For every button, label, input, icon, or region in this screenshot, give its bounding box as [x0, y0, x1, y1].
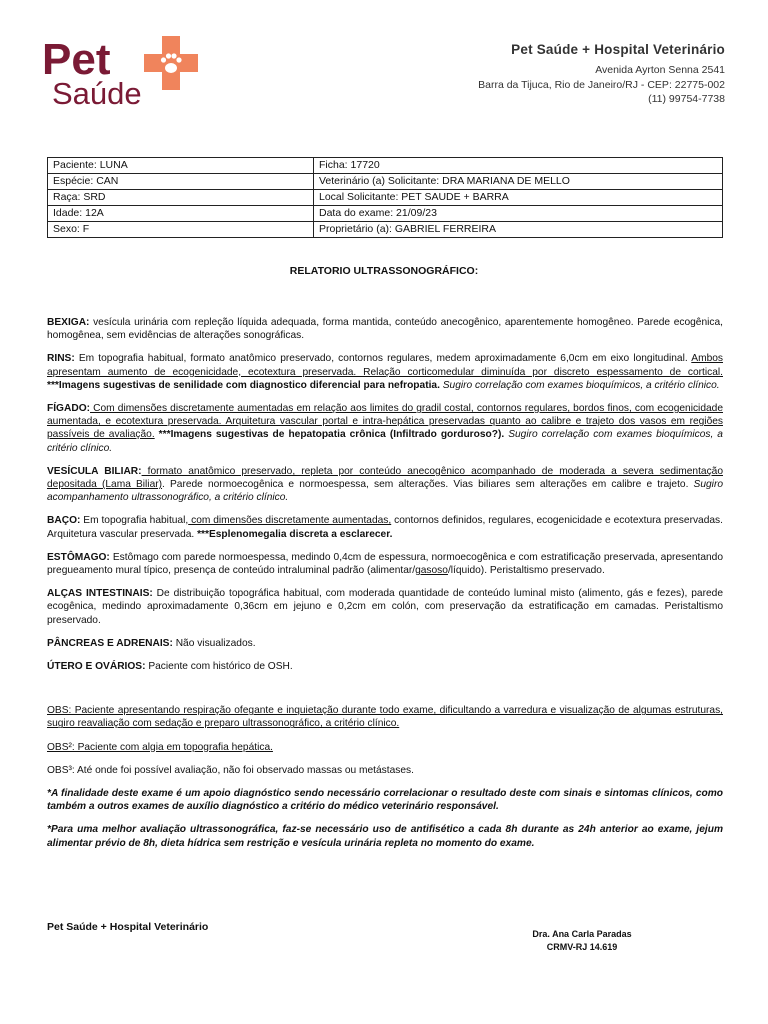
section-conclusion: ***Esplenomegalia discreta a esclarecer. — [197, 528, 393, 540]
patient-info-table — [47, 157, 723, 238]
clinic-city: Barra da Tijuca, Rio de Janeiro/RJ - CEP: 22775-002 — [478, 78, 725, 91]
obs-3-text: OBS³: Até onde foi possível avaliação, não foi observado massas ou metástases. — [47, 764, 414, 776]
section-label: VESÍCULA BILIAR: — [47, 465, 142, 477]
record-number: Ficha: 17720 — [314, 158, 723, 174]
section-label: ESTÔMAGO: — [47, 551, 110, 563]
section-label: ÚTERO E OVÁRIOS: — [47, 661, 146, 673]
section-baco — [47, 514, 723, 540]
sex: Sexo: F — [48, 222, 314, 238]
section-label: BAÇO: — [47, 515, 81, 527]
requesting-location: Local Solicitante: PET SAUDE + BARRA — [314, 190, 723, 206]
section-text: . Parede normoecogênica e normoespessa, sem alterações. Vias biliares sem alterações em calibre e trajeto. — [162, 479, 689, 491]
clinic-header — [478, 42, 725, 107]
obs-2-text: OBS²: Paciente com algia em topografia hepática. — [47, 741, 273, 753]
section-figado — [47, 402, 723, 455]
requesting-vet: Veterinário (a) Solicitante: DRA MARIANA DE MELLO — [314, 174, 723, 190]
section-text: Não visualizados. — [172, 637, 256, 649]
section-label: BEXIGA: — [47, 317, 90, 328]
clinic-name: Pet Saúde + Hospital Veterinário — [511, 42, 725, 57]
obs-1-text: OBS: Paciente apresentando respiração ofegante e inquietação durante todo exame, dificultando a varredura e visualização de algumas estruturas, sugiro reavaliação com sedação e preparo ultrassonográfico, a critério clínico. — [47, 705, 723, 730]
species: Espécie: CAN — [48, 174, 314, 190]
patient-name: Paciente: LUNA — [48, 158, 314, 174]
table-row — [48, 206, 723, 222]
section-utero — [47, 660, 723, 673]
section-label: ALÇAS INTESTINAIS: — [47, 588, 153, 600]
table-row — [48, 190, 723, 206]
section-pancreas — [47, 637, 723, 650]
section-conclusion: ***Imagens sugestivas de senilidade com diagnostico diferencial para nefropatia. — [47, 379, 440, 391]
obs-1 — [47, 704, 723, 730]
report-body — [47, 316, 723, 860]
section-text-underlined: formato anatômico preservado, repleta por conteúdo anecogênico acompanhado de moderada a severa sedimentação depositada (Lama Biliar) — [47, 465, 723, 491]
obs-2 — [47, 741, 723, 754]
note-2 — [47, 823, 723, 849]
section-text-underlined: com dimensões discretamente aumentadas, — [188, 515, 392, 527]
section-estomago — [47, 551, 723, 577]
table-row — [48, 174, 723, 190]
note-2-text: *Para uma melhor avaliação ultrassonográfica, faz-se necessário uso de antifisético a cada 8h durante as 24h anterior ao exame, jejum alimentar prévio de 8h, dieta hídrica sem restrição e vesícula urinária repleta no momento do exame. — [47, 824, 723, 849]
section-text: /líquido). Peristaltismo preservado. — [447, 565, 605, 577]
section-text: Estômago com parede normoespessa, medindo 0,4cm de espessura, normoecogênica e com estratificação preservada, apresentando pregueamento mural típico, presença de conteúdo intraluminal padrão (alimentar/ — [47, 551, 723, 577]
pet-saude-logo — [40, 34, 212, 110]
section-vesicula — [47, 465, 723, 505]
signature-block — [520, 928, 644, 954]
section-suggestion: Sugiro correlação com exames bioquímicos, a critério clínico. — [47, 429, 723, 454]
clinic-address: Avenida Ayrton Senna 2541 — [595, 64, 725, 76]
section-text: Em topografia habitual, — [80, 515, 189, 527]
section-label: FÍGADO: — [47, 403, 91, 415]
section-text-underlined: Ambos apresentam aumento de ecogenicidade, ecotextura preservada. Relação corticomedular diminuída por discreto espessamento de cortical. — [47, 353, 723, 378]
section-bexiga — [47, 316, 723, 342]
section-suggestion: Sugiro acompanhamento ultrassonográfico, a critério clínico. — [47, 479, 724, 504]
breed: Raça: SRD — [48, 190, 314, 206]
section-suggestion: Sugiro correlação com exames bioquímicos, a critério clínico. — [439, 379, 720, 391]
doctor-crmv: CRMV-RJ 14.619 — [546, 942, 618, 952]
logo-pet-text: Pet — [42, 35, 111, 84]
section-text: vesícula urinária com repleção líquida adequada, forma mantida, conteúdo anecogênico, aparentemente homogêneo. Parede ecogênica, homogênea, sem evidências de alterações sonográficas. — [47, 317, 723, 342]
section-text: Paciente com histórico de OSH. — [145, 661, 293, 673]
logo-saude-text: Saúde — [52, 76, 142, 110]
section-text: Em topografia habitual, formato anatômico preservado, contornos regulares, medem aproximadamente 6,0cm em eixo longitudinal. — [74, 353, 692, 365]
footer-clinic-name: Pet Saúde + Hospital Veterinário — [47, 921, 209, 933]
section-text: De distribuição topográfica habitual, com moderada quantidade de conteúdo luminal misto (alimento, gás e fezes), parede ecogênica, medindo aproximadamente 0,36cm em jejuno e 0,2cm em colón, com preservação da estratificação em camadas. Peristaltismo preservado. — [47, 588, 723, 626]
age: Idade: 12A — [48, 206, 314, 222]
section-rins — [47, 352, 723, 392]
owner: Proprietário (a): GABRIEL FERREIRA — [314, 222, 723, 238]
section-label: PÂNCREAS E ADRENAIS: — [47, 637, 173, 649]
obs-3 — [47, 764, 723, 777]
note-1 — [47, 787, 723, 813]
section-label: RINS: — [47, 353, 75, 365]
section-conclusion: ***Imagens sugestivas de hepatopatia crônica (Infiltrado gorduroso?). — [154, 429, 505, 441]
doctor-name: Dra. Ana Carla Paradas — [532, 929, 632, 939]
table-row — [48, 158, 723, 174]
clinic-phone: (11) 99754-7738 — [648, 93, 725, 105]
table-row — [48, 222, 723, 238]
section-alcas — [47, 587, 723, 627]
exam-date: Data do exame: 21/09/23 — [314, 206, 723, 222]
section-text: contornos definidos, regulares, ecogenicidade e ecotextura preservadas. Arquitetura vascular preservada. — [47, 515, 723, 540]
section-text-underlined: Com dimensões discretamente aumentadas em relação aos limites do gradil costal, contornos regulares, bordos finos, com ecogenicidade aumentada, e ecotextura preservada. Arquitetura vascular portal e intra-hepática preservadas quanto ao calibre e trajeto dos vasos em regiões passíveis de avaliação. — [47, 403, 723, 441]
section-text-underlined: gasoso — [415, 565, 448, 577]
note-1-text: *A finalidade deste exame é um apoio diagnóstico sendo necessário correlacionar o resultado deste com sinais e sintomas clínicos, como também a outros exames de auxílio diagnóstico a critério do médico veterinário responsável. — [47, 788, 723, 813]
report-title: RELATORIO ULTRASSONOGRÁFICO: — [289, 265, 479, 277]
